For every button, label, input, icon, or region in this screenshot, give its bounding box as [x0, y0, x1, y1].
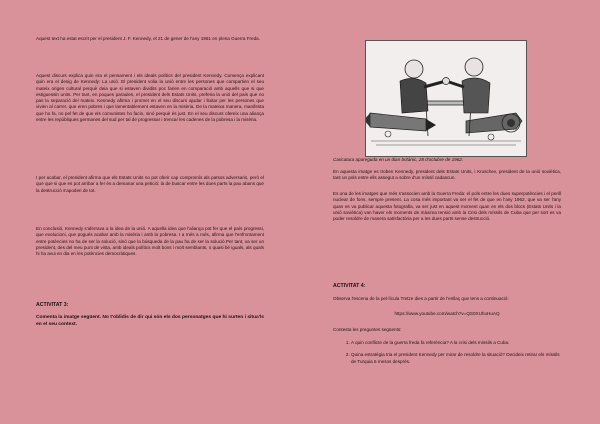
question-1: 1. A quin conflicte de la guerra freda fa referència? A la crisi dels míssils a Cuba. — [351, 340, 565, 346]
activity-3-instruction: Comenta la imatge següent. No t'oblidis de dir qui són els dos personatges que hi surten i situa'ls en el seu context. — [36, 315, 264, 327]
questions-intro: Contesta les preguntes següents: — [333, 327, 402, 332]
activity-4-heading: ACTIVITAT 4: — [333, 283, 366, 289]
right-missile-icon — [466, 113, 522, 133]
video-link[interactable]: https://www.youtube.com/watch?v=QS0XUhuHuAQ — [394, 311, 500, 316]
questions-list — [333, 340, 565, 371]
cartoon-caption: Caricatura apareguda en un diari britànic, 28 d'octubre de 1962. — [333, 157, 464, 162]
cold-war-cartoon-image — [365, 40, 527, 157]
cartoon-drawing — [366, 41, 526, 156]
left-missile-icon — [366, 113, 436, 131]
analysis-paragraph-1: Aquest discurs explica quin era el pensament i els ideals polítics del president Kennedy. Comença explicant quin era el desig de Kennedy: La unió. El president volia la unió entre les persones que compartien el seu mateix origen cultural perquè deia que si estaven dividits poc farien en comparació amb aquells que si que estiguessin units. Per tant, en poques paraules, el president dels Estats Units, preferia la unió del país que no pas la separació del mateix. Kennedy afirma i promet en el seu discurs ajudar i lluitar per les persones que vivien al carrer, que eren pobres i que lamentablement estaven en la misèria. De la mateixa manera, manifesta que ho fa, no pel fet de que els comunistes ho facin, sinó perquè és just. En el seu discurs ofereix una aliança entre les repúbliques germanes del sud per tal de progressar i trencar les cadenes de la pobresa i la misèria. — [36, 73, 264, 123]
intro-paragraph: Aquest text ha estat escrit per el president J. F. Kennedy, el 21 de gener de l'any 1961 en plena Guerra Freda. — [36, 36, 260, 41]
analysis-paragraph-2: I per acabar, el president afirma que els Estats Units no pot oferir cap compromís als països adversaris, però el que que si que es pot arribar a fer és a demanar una petició: la de buscar entre les dues parts la pau abans que la destrucció s'apoderi de tot. — [36, 175, 264, 193]
question-2: 2. Quina estratègia tria el president Kennedy per mirar de resoldre la situació? Decideix retirar els míssils de Turquia 6 mesos després. — [351, 352, 565, 365]
conclusion-paragraph: En conclusió, Kennedy s'aferrava a la idea de la unió. A aquella idea que l'aliança pot fer que el país progressi, que evolucioni, que pogués acabar amb la misèria i amb la pobresa. I a més a més, afirma que l'enfrontament entre potències no ha de ser la solució, sinó que la búsqueda de la pau ha de ser la solució.Per tant, va ser un president, des del meu punt de vista, amb ideals polítics molt bons i molt semblants, o quasi bé iguals, als quals hi ha avui en dia en les potències democràtiques. — [36, 226, 264, 257]
activity-4-instruction: Observa l'escena de la pel·lícula Tretze dies a partir de l'enllaç que tens a continuació: — [333, 296, 509, 301]
cartoon-description-2: Es una de les imatges que més s'associen amb la Guerra Freda: el pols entre les dues superpotències i el perill nuclear de fons, sempre present. La cosa més important va ser el fet de que en l'any 1962, que va ser l'any quan es va publicar aquesta fotografia, va ser just en aquest moment quan en els dos blocs (Estats Units i la unió soviètica) van haver els moments de màxima tensió amb la Crisi dels míssils de Cuba que per sort es va poder resoldre de manera satisfactòria per a les dues parts sense destrucció. — [333, 191, 561, 222]
cartoon-description-1: En aquesta imatge es troben Kennedy, president dels Estats Units, i Kruschev, president de la unió soviètica, tant un pols entre ells assegut a sobre d'un míssil cadascun. — [333, 169, 561, 181]
activity-3-heading: ACTIVITAT 3: — [36, 302, 69, 308]
